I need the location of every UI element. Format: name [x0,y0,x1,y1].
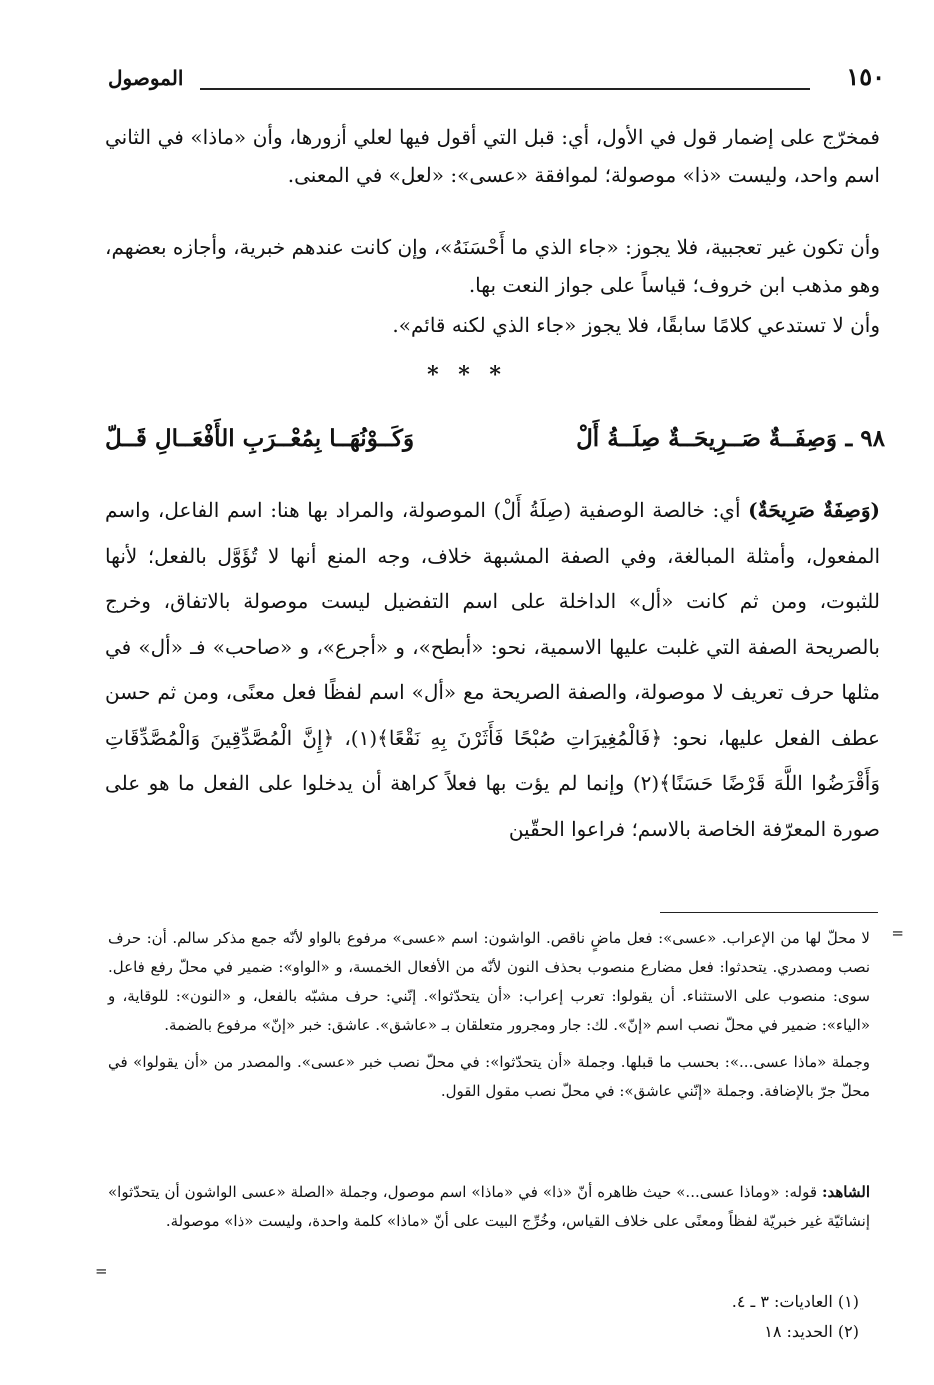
footnote-rule [660,912,878,913]
reference-1: (١) العاديات: ٣ ـ ٤. [731,1292,859,1311]
footnote-sentences: وجملة «ماذا عسى...»: بحسب ما قبلها. وجملة «أن يتحدّثوا»: في محلّ نصب خبر «عسى». والمصدر من «أن يقولوا» في محلّ جرّ بالإضافة. وجملة «إنّني عاشق»: في محلّ نصب مقول القول. [108,1053,870,1100]
paragraph-2: وأن تكون غير تعجبية، فلا يجوز: «جاء الذي ما أَحْسَنَهُ»، وإن كانت عندهم خبرية، وأجازه بعضهم، وهو مذهب ابن خروف؛ قياساً على جواز النعت بها. [105,235,880,297]
footnote-end-mark: = [95,1262,108,1280]
page-header [100,60,885,100]
commentary-lead: (وَصِفَةٌ صَرِيحَةٌ) [748,498,881,522]
page-number: ١٥٠ [846,62,885,91]
verse-line [105,425,885,465]
running-title: الموصول [108,66,184,90]
paragraph-1: فمخرّج على إضمار قول في الأول، أي: قبل التي أقول فيها لعلي أزورها، وأن «ماذا» في الثاني اسم واحد، وليست «ذا» موصولة؛ لموافقة «عسى»: «لعل» في المعنى. [105,125,880,187]
verse-number: ٩٨ ـ [845,425,885,452]
footnote-grammar: لا محلّ لها من الإعراب. «عسى»: فعل ماضٍ ناقص. الواشون: اسم «عسى» مرفوع بالواو لأنّه جمع مذكر سالم. أن: حرف نصب ومصدري. يتحدثوا: فعل مضارع منصوب بحذف النون لأنّه من الأفعال الخمسة، و «الواو»: ضمير في محلّ رفع فاعل. سوى: منصوب على الاستثناء. أن يقولوا: تعرب إعراب: «أن يتحدّثوا». إنّني: حرف مشبّه بالفعل، و «النون»: للوقاية، و «الياء»: ضمير في محلّ نصب اسم «إنّ». لك: جار ومجرور متعلقان بـ «عاشق». عاشق: خبر «إنّ» مرفوع بالضمة. [108,929,870,1034]
footnote-shahid [108,1178,870,1236]
commentary-text: أي: خالصة الوصفية (صِلَةُ أَلْ) الموصولة، والمراد بها هنا: اسم الفاعل، واسم المفعول، وأمثلة المبالغة، وفي الصفة المشبهة خلاف، وجه المنع أنها لا تُؤَوَّل بالفعل؛ لأنها للثبوت، ومن ثم كانت «أل» الداخلة على اسم التفضيل ليست موصولة بالاتفاق، وخرج بالصريحة الصفة التي غلبت عليها الاسمية، نحو: «أبطح»، و «أجرع»، و «صاحب» فـ «أل» في مثلها حرف تعريف لا موصولة، والصفة الصريحة مع «أل» اسم لفظًا فعل معنًى، ومن ثم حسن عطف الفعل عليها، نحو: ﴿فَالْمُغِيرَاتِ صُبْحًا فَأَثَرْنَ بِهِ نَقْعًا﴾(١)، ﴿إِنَّ الْمُصَّدِّقِينَ وَالْمُصَّدِّقَاتِ وَأَقْرَضُوا اللَّهَ قَرْضًا حَسَنًا﴾(٢) وإنما لم يؤت بها فعلاً كراهة أن يدخلوا على الفعل ما هو على صورة المعرّفة الخاصة بالاسم؛ فراعوا الحقّين [105,498,880,841]
section-separator: * * * [427,362,507,388]
header-rule [200,88,810,90]
commentary-paragraph [105,488,880,852]
footnote-continuation-mark: = [891,924,904,942]
verse-first-hemistich: وَصِفَــةٌ صَــرِيحَــةٌ صِلَــةُ أَلْ [576,425,837,452]
paragraph-3: وأن لا تستدعي كلامًا سابقًا، فلا يجوز «جاء الذي لكنه قائم». [392,313,880,337]
reference-2: (٢) الحديد: ١٨ [764,1322,859,1341]
verse-second-hemistich: وَكَــوْنُهَــا بِمُعْــرَبِ الأَفْعَــالِ قَــلّ [105,425,415,452]
shahid-text: قوله: «وماذا عسى...» حيث ظاهره أنّ «ذا» في «ماذا» اسم موصول، وجملة «الصلة «عسى الواشون أن يتحدّثوا» إنشائيّة غير خبريّة لفظاً ومعنًى على خلاف القياس، وخُرِّج البيت على أنّ «ماذا» كلمة واحدة، وليست «ذا» موصولة. [108,1183,870,1230]
shahid-label: الشاهد: [821,1183,870,1201]
